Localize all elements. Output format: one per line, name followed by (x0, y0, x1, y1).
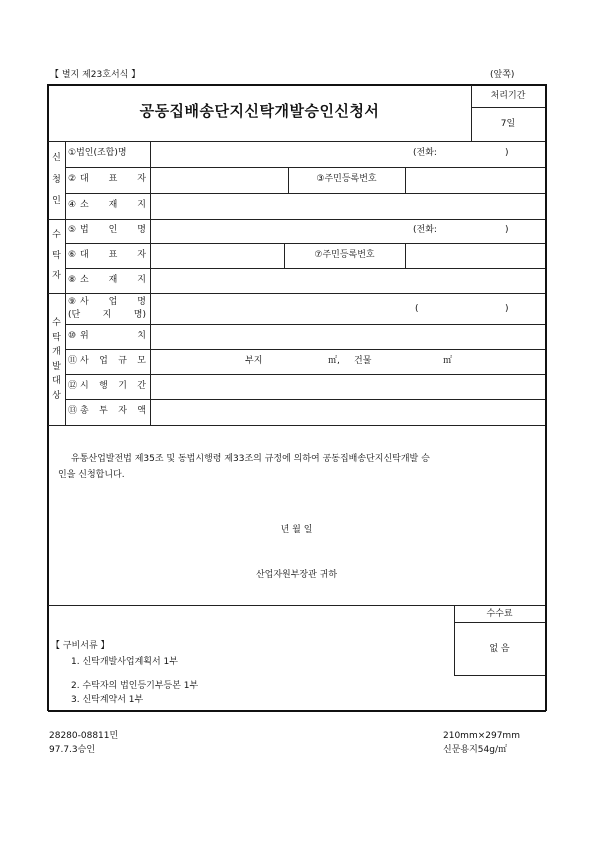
statement-line-2: 인을 신청합니다. (58, 470, 125, 480)
form-reference: 【 별지 제23호서식 】 (50, 70, 141, 80)
applicant-rrn-field[interactable] (405, 168, 545, 193)
trustee-rrn-field[interactable] (405, 244, 545, 268)
total-investment-label: 총 투 자 액 (80, 406, 146, 416)
project-number: ⑨ (68, 297, 77, 307)
applicant-group-label: 신 청 인 (52, 153, 61, 206)
trustee-phone-label: (전화: (413, 225, 437, 235)
land-area-label: 부지 (245, 356, 263, 366)
investment-number: ⑬ (68, 406, 78, 416)
scale-number: ⑪ (68, 356, 78, 366)
applicant-addr-label: 소 재 지 (80, 200, 146, 210)
trustee-addr-field[interactable] (150, 269, 545, 293)
project-scale-field[interactable] (150, 350, 545, 374)
total-investment-field[interactable] (150, 400, 545, 425)
location-field[interactable] (150, 325, 545, 349)
approval-date: 97.7.3승인 (49, 745, 96, 755)
applicant-phone-label: (전화: (413, 148, 437, 158)
addressee: 산업자원부장관 귀하 (255, 570, 338, 580)
page-side-label: (앞쪽) (490, 70, 515, 80)
project-name-field[interactable] (150, 294, 545, 324)
applicant-rrn-label: ③주민등록번호 (316, 174, 377, 184)
trustee-corp-number: ⑤ (68, 225, 77, 235)
trustee-addr-label: 소 재 지 (80, 275, 146, 285)
trustee-rep-number: ⑥ (68, 250, 77, 260)
applicant-addr-field[interactable] (150, 194, 545, 219)
corp-name-label: ①법인(조합)명 (68, 148, 127, 158)
trustee-group-label: 수 탁 자 (52, 230, 61, 281)
trustee-rrn-label: ⑦주민등록번호 (314, 250, 375, 260)
applicant-phone-close: ) (505, 148, 509, 158)
applicant-rep-label: 대 표 자 (80, 174, 146, 184)
execution-period-label: 시 행 기 간 (80, 381, 146, 391)
document-item: 1. 신탁개발사업계획서 1부 (71, 657, 178, 667)
project-scale-label: 사 업 규 모 (80, 356, 146, 366)
applicant-rep-field[interactable] (150, 168, 288, 193)
processing-period-value: 7일 (500, 119, 516, 129)
document-item: 3. 신탁계약서 1부 (71, 695, 144, 705)
addr-number: ④ (68, 200, 77, 210)
trustee-corp-field[interactable] (150, 220, 545, 243)
location-label: 위 치 (80, 331, 146, 341)
trustee-phone-close: ) (505, 225, 509, 235)
applicant-corp-name-field[interactable] (150, 142, 545, 167)
building-area-label: 건물 (354, 356, 372, 366)
document-item: 2. 수탁자의 법인등기부등본 1부 (71, 681, 199, 691)
execution-period-field[interactable] (150, 375, 545, 399)
statement-line-1: 유통산업발전법 제35조 및 동법시행령 제33조의 규정에 의하여 공동집배송단지신탁개발 승 (71, 454, 430, 464)
form-code: 28280-08811민 (49, 731, 119, 741)
form-title: 공동집배송단지신탁개발승인신청서 (139, 102, 380, 120)
fee-label: 수수료 (486, 609, 513, 619)
complex-name-label: (단 지 명) (68, 310, 146, 320)
paper-size: 210mm×297mm (443, 731, 520, 741)
trustee-corp-label: 법 인 명 (80, 225, 146, 235)
period-number: ⑫ (68, 381, 78, 391)
land-area-unit: ㎡, (328, 356, 340, 366)
paper-spec: 신문용지54g/㎡ (443, 745, 507, 755)
location-number: ⑩ (68, 331, 77, 341)
trustee-rep-label: 대 표 자 (80, 250, 146, 260)
fee-value: 없 음 (489, 644, 510, 654)
rep-number: ② (68, 174, 77, 184)
documents-heading: 【 구비서류 】 (51, 641, 110, 651)
processing-period-label: 처리기간 (490, 91, 526, 101)
trustee-rep-field[interactable] (150, 244, 284, 268)
trustee-addr-number: ⑧ (68, 275, 77, 285)
application-date: 년 월 일 (280, 525, 313, 535)
complex-paren-close: ) (505, 304, 509, 314)
target-group-label: 수 탁 개 발 대 상 (52, 318, 61, 401)
project-name-label: 사 업 명 (80, 297, 146, 307)
complex-paren-open: ( (415, 304, 419, 314)
building-area-unit: ㎡ (443, 356, 453, 366)
